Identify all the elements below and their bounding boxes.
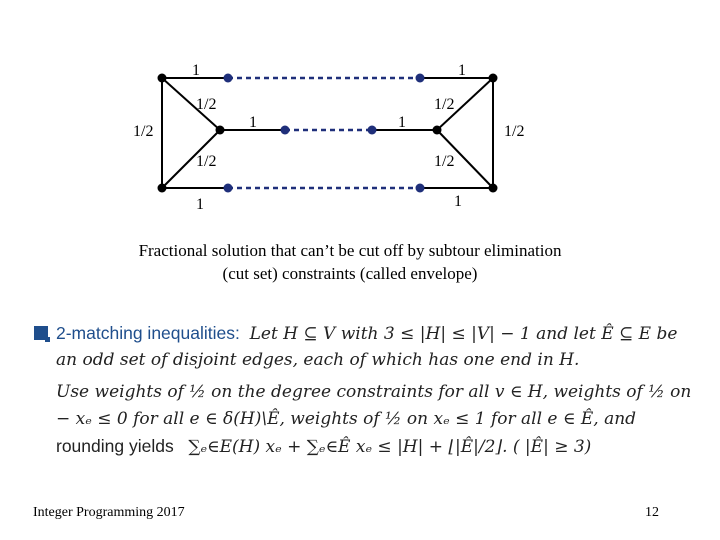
figure-caption-line: (cut set) constraints (called envelope) <box>222 264 478 283</box>
edge-weight-label: 1/2 <box>133 123 154 140</box>
edge-weight-label: 1/2 <box>434 153 455 170</box>
node <box>368 126 377 135</box>
edge-weight-label: 1/2 <box>196 153 217 170</box>
edge-weight-label: 1 <box>398 114 406 131</box>
edge-weight-label: 1 <box>454 193 462 210</box>
figure-caption-line: Fractional solution that can’t be cut off by subtour elimination <box>138 241 562 260</box>
edge-weight-label: 1/2 <box>504 123 525 140</box>
edge-weight-label: 1 <box>249 114 257 131</box>
inequality-formula: ∑ₑ∈E(H) xₑ + ∑ₑ∈Ê xₑ ≤ |H| + ⌊|Ê|/2⌋. ( |Ê| ≥ 3) <box>188 437 592 457</box>
edge-weight-label: 1 <box>458 62 466 79</box>
bullet-title: 2-matching inequalities: <box>56 323 240 343</box>
footer-course-title: Integer Programming 2017 <box>33 505 185 520</box>
edge-weight-label: 1 <box>196 196 204 213</box>
bullet-line: Use weights of ½ on the degree constraints for all v ∈ H, weights of ½ on <box>56 382 692 402</box>
node <box>433 126 442 135</box>
bullet-line <box>56 320 677 348</box>
bullet-icon <box>34 326 48 340</box>
node <box>281 126 290 135</box>
node <box>224 74 233 83</box>
node <box>216 126 225 135</box>
bullet-line: − xₑ ≤ 0 for all e ∈ δ(H)\Ê, weights of ½ on xₑ ≤ 1 for all e ∈ Ê, and <box>56 409 637 429</box>
page-number: 12 <box>645 505 659 520</box>
edge-weight-label: 1/2 <box>196 96 217 113</box>
node <box>158 74 167 83</box>
node <box>489 74 498 83</box>
edge-weight-label: 1/2 <box>434 96 455 113</box>
edge-weight-label: 1 <box>192 62 200 79</box>
node <box>224 184 233 193</box>
node <box>158 184 167 193</box>
bullet-text: Let H ⊆ V with 3 ≤ |H| ≤ |V| − 1 and let Ê ⊆ E be <box>249 324 678 344</box>
node <box>489 184 498 193</box>
bullet-line <box>56 433 591 461</box>
node <box>416 74 425 83</box>
bullet-line: an odd set of disjoint edges, each of which has one end in H. <box>56 350 580 370</box>
bullet-text: rounding yields <box>56 436 174 456</box>
envelope-graph <box>0 0 720 240</box>
node <box>416 184 425 193</box>
